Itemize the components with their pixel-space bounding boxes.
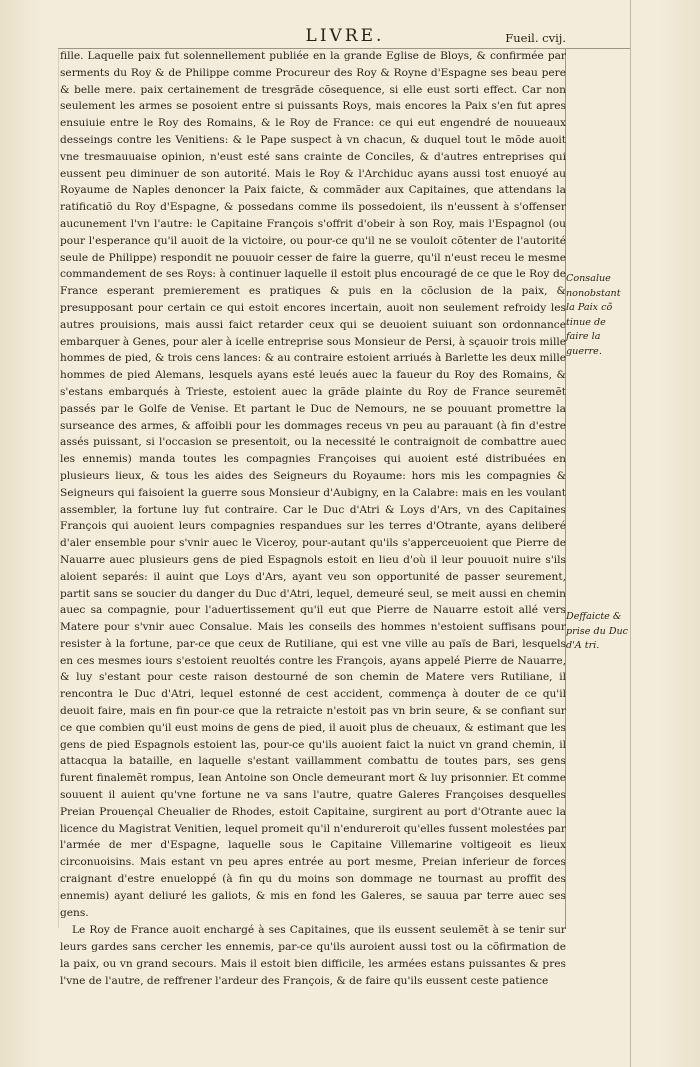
margin-note-consalue: Consalue nonobstant la Paix cõ tinue de faire la guerre. — [566, 273, 621, 357]
body-frame-left-rule — [58, 48, 59, 928]
folio-number: Fueil. cvij. — [505, 31, 566, 45]
margin-note-duc-atri: Deffaicte & prise du Duc d'A tri. — [566, 611, 629, 652]
running-title: LIVRE. — [305, 26, 385, 46]
paragraph-1: fille. Laquelle paix fut solennellement publiée en la grande Eglise de Bloys, & confirmée par serments du Roy & de Philippe comme Procureur des Roy & Royne d'Espagne ses beau pere & belle mere. paix certainement de tresgrãde cõsequence, si elle eust sorti effect. Car non seulement les armes se posoient entre si puissants Roys, mais encores la Paix s'en fut apres ensuiuie entre le Roy des Romains, & le Roy de France: ce qui eut engendré de nouueaux desseings contre les Venitiens: & le Pape suspect à vn chacun, & duquel tout le mõde auoit vne tresmauuaise opinion, n'eust esté sans crainte de Conciles, & d'autres entreprises qui eussent peu diminuer de son autorité. Mais le Roy & l'Archiduc ayans aussi tost enuoyé au Royaume de Naples denoncer la Paix faicte, & commãder aux Capitaines, que attendans la ratificatiõ du Roy d'Espagne, & possedans comme ils possedoient, ils n'eussent à s'offenser aucunement l'vn l'autre: le Capitaine François s'offrit d'obeir à son Roy, mais l'Espagnol (ou pour l'esperance qu'il auoit de la victoire, ou pour-ce qu'il ne se vouloit cõtenter de l'autorité seule de Philippe) respondit ne pouuoir cesser de faire la guerre, qu'il n'eust receu le mesme commandement de ses Roys: à continuer laquelle il estoit plus encouragé de ce que le Roy de France esperant premierement es pratiques & puis en la cõclusion de la paix, & presupposant pour certain ce qui estoit encores incertain, auoit non seulement refroidy les autres prouisions, mais aussi faict retarder ceux qui se deuoient suiuant son ordonnance embarquer à Genes, pour aler à icelle entreprise sous Monsieur de Persi, à sçauoir trois mille hommes de pied, & trois cens lances: & au contraire estoient arriués à Barlette les deux mille hommes de pied Alemans, lesquels ayans esté leués auec la faueur du Roy des Romains, & s'estans embarqués à Trieste, estoient auec la grãde plainte du Roy de France seuremẽt passés par le Golfe de Venise. Et partant le Duc de Nemours, ne se pouuant promettre la surseance des armes, & affoibli pour les dommages receus vn peu au parauant (à fin d'estre assés puissant, si l'occasion se presentoit, ou la necessité le contraignoit de combattre auec les ennemis) manda toutes les compagnies Françoises qui auoient esté distribuées en plusieurs lieux, & tous les aides des Seigneurs du Royaume: hors mis les compagnies & Seigneurs qui faisoient la guerre sous Monsieur d'Aubigny, en la Calabre: mais en les voulant assembler, la fortune luy fut contraire. Car le Duc d'Atri & Loys d'Ars, vn des Capitaines François qui auoient leurs compagnies respandues sur les terres d'Otrante, ayans deliberé d'aler ensemble pour s'vnir auec le Viceroy, pour-autant qu'ils s'apperceuoient que Pierre de Nauarre auec plusieurs gens de pied Espagnols estoit en lieu d'où il leur pouuoit nuire s'ils aloient separés: il auint que Loys d'Ars, ayant veu son opportunité de passer seurement, partit sans se soucier du danger du Duc d'Atri, lequel, demeuré seul, se meit aussi en chemin auec sa compagnie, pour l'aduertissement qu'il eut que Pierre de Nauarre estoit allé vers Matere pour s'vnir auec Consalue. Mais les conseils des hommes n'estoient suffisans pour resister à la fortune, par-ce que ceux de Rutiliane, qui est vne ville au païs de Bari, lesquels en ces mesmes iours s'estoient reuoltés contre les François, ayans appelé Pierre de Nauarre, & luy s'estant pour ceste raison destourné de son chemin de Matere vers Rutiliane, il rencontra le Duc d'Atri, lequel estonné de cest accident, commença à douter de ce qu'il deuoit faire, mais en fin pour-ce que la retraicte n'estoit pas vn brin seure, & se confiant sur ce que combien qu'il eust moins de gens de pied, il auoit plus de cheuaux, & estimant que les gens de pied Espagnols estoient las, pour-ce qu'ils auoient faict la nuict vn grand chemin, il attacqua la bataille, en laquelle s'estant vaillamment combattu de toutes pars, ses gens furent finalemẽt rompus, Iean Antoine son Oncle demeurant mort & luy prisonnier. Et comme souuent il auient qu'vne fortune ne va sans l'autre, quatre Galeres Françoises desquelles Preian Prouençal Cheualier de Rhodes, estoit Capitaine, surgirent au port d'Otrante auec la licence du Magistrat Venitien, lequel promeit qu'il n'endureroit qu'elles fussent molestées par l'armée de mer d'Espagne, laquelle sous le Capitaine Villemarine voltigeoit es lieux circonuoisins. Mais estant vn peu apres entrée au port mesme, Preian inferieur de forces craignant d'estre enueloppé (à fin qu du moins son dommage ne tournast au proffit des ennemis) ayant deliuré les galiots, & mis en fond les Galeres, se sauua par terre auec ses gens. — [60, 50, 566, 919]
paragraph-2: Le Roy de France auoit enchargé à ses Capitaines, que ils eussent seulemẽt à se tenir sur leurs gardes sans cercher les ennemis, par-ce qu'ils auroient aussi tost ou la cõfirmation de la paix, ou vn grand secours. Mais il estoit bien difficile, les armées estans puissantes & pres l'vne de l'autre, de reffrener l'ardeur des François, & de faire qu'ils eussent ceste patience — [60, 924, 566, 987]
outer-frame-rule — [630, 0, 631, 1067]
main-text-block — [60, 48, 566, 990]
